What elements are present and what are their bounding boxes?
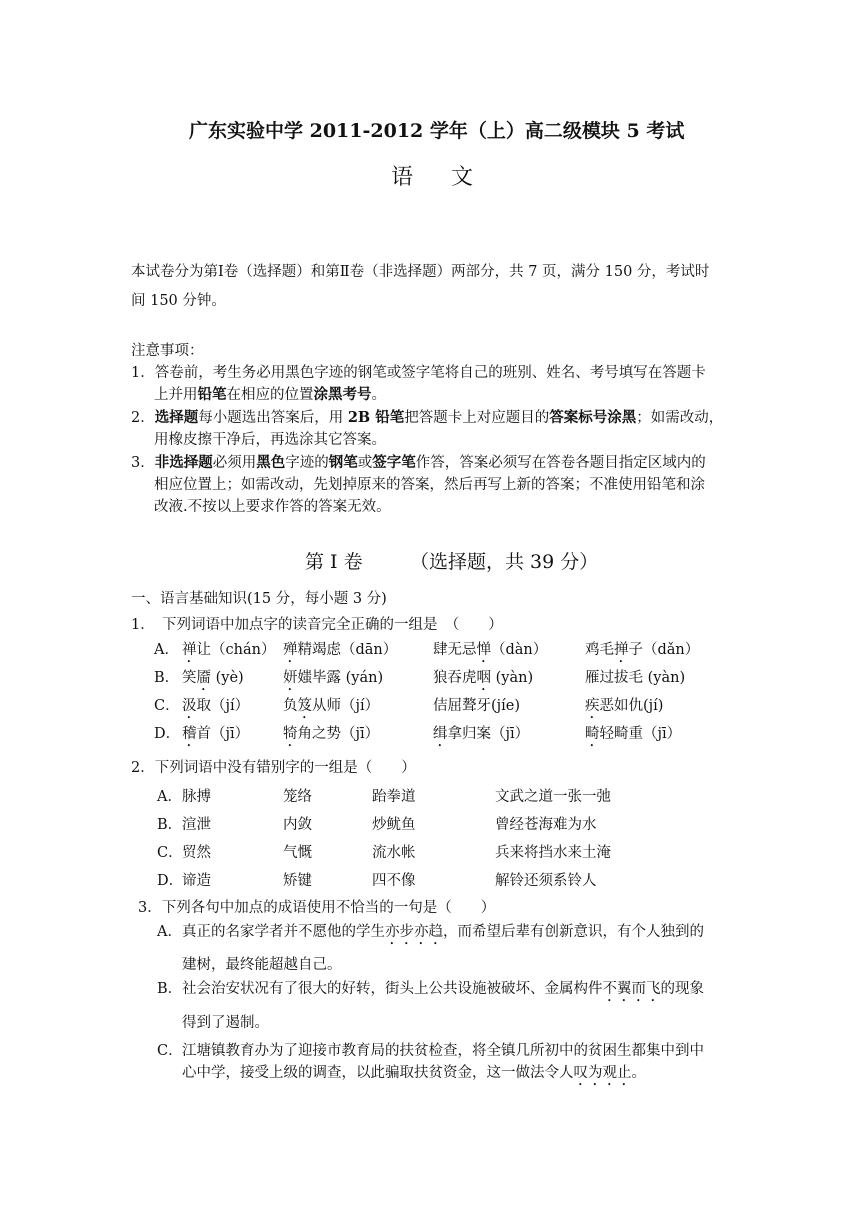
note-text: 必须用 [212, 455, 257, 471]
note-2-line-2: 用橡皮擦干净后，再选涂其它答案。 [154, 432, 386, 448]
q1-option-item [182, 638, 275, 666]
exam-title: 广东实验中学 2011-2012 学年（上）高二级模块 5 考试 [189, 120, 685, 142]
q1-option-item [585, 694, 663, 722]
option-text: 的现象 [660, 981, 704, 997]
q1-option-label: C． [154, 698, 180, 714]
dotted-idiom: 亦步亦趋 [385, 924, 443, 940]
dotted-char: 咽 [476, 670, 491, 686]
q1-option-item [283, 666, 383, 694]
option-text: 社会治安状况有了很大的好转，街头上公共设施被破坏、金属构件 [182, 981, 603, 997]
item-text: 从师（jí） [312, 698, 380, 714]
note-text: 上并用 [154, 387, 198, 403]
dotted-char: 汲 [182, 698, 197, 714]
q2-option-label: D． [157, 873, 184, 889]
q3-stem: 3．下列各句中加点的成语使用不恰当的一句是（ ） [138, 900, 496, 916]
item-text: 恶如仇(jí) [599, 698, 664, 714]
dotted-char: 靥 [196, 670, 211, 686]
q1-option-item [283, 638, 397, 666]
q1-option-item [283, 694, 379, 722]
note-3-line-1 [131, 451, 706, 472]
dotted-char: 惮 [476, 642, 491, 658]
q2-option-word: 气慨 [283, 845, 312, 861]
note-bold: 2B 铅笔 [347, 409, 405, 426]
note-bold: 涂黑考号 [313, 386, 372, 403]
intro-line-2: 间 150 分钟。 [131, 293, 226, 309]
item-text: (yàn) [491, 670, 534, 686]
q2-stem: 2．下列词语中没有错别字的一组是（ ） [131, 760, 416, 776]
note-bold: 黑色 [256, 454, 286, 471]
note-text: 每小题选出答案后，用 [198, 410, 348, 426]
q2-option-word: 文武之道一张一弛 [495, 789, 611, 805]
section-1-desc: （选择题，共 39 分） [410, 551, 599, 573]
note-bold: 签字笔 [372, 454, 416, 471]
note-bold: 选择题 [154, 409, 199, 426]
q3-option-a-label: A． [157, 924, 182, 940]
q1-option-item [283, 722, 379, 750]
q1-option-label: B． [154, 670, 180, 686]
note-number: 1． [131, 365, 155, 381]
q1-option-item [182, 666, 244, 694]
q2-option-word: 内敛 [283, 817, 312, 833]
q1-option-item [585, 666, 685, 694]
note-bold: 铅笔 [197, 386, 227, 403]
item-text: （dàn） [491, 642, 548, 658]
dotted-char: 禅 [182, 642, 197, 658]
subject-char-2: 文 [451, 165, 474, 190]
q2-option-word: 谛造 [182, 873, 211, 889]
dotted-char: 掸 [614, 642, 629, 658]
dotted-char: 犄 [283, 726, 298, 742]
q1-option-item [585, 638, 699, 666]
q2-option-label: C． [157, 845, 183, 861]
q1-option-item [433, 638, 547, 666]
item-text: 精竭虑（dān） [297, 642, 398, 658]
item-text: 角之势（jī） [297, 726, 380, 742]
note-3-line-3: 改液.不按以上要求作答的答案无效。 [154, 499, 391, 515]
note-3-line-2: 相应位置上；如需改动，先划掉原来的答案，然后再写上新的答案；不准使用铅笔和涂 [154, 477, 705, 493]
item-text: 佶屈聱牙(jíe) [433, 698, 521, 714]
q1-option-label: D． [154, 726, 181, 742]
q1-option-item [182, 722, 249, 750]
q3-option-c-line-2 [182, 1061, 646, 1089]
dotted-char: 畸 [585, 726, 600, 742]
item-text: 肆无忌 [433, 642, 477, 658]
q2-option-word: 流水帐 [372, 845, 416, 861]
dotted-char: 缉 [433, 726, 448, 742]
note-bold: 非选择题 [154, 454, 213, 471]
dotted-idiom: 叹为观止 [573, 1065, 632, 1081]
item-text: 狼吞虎 [433, 670, 477, 686]
q1-option-item [433, 694, 520, 722]
q1-option-item [433, 666, 533, 694]
q1-option-item [433, 722, 529, 750]
q2-option-word: 炒鱿鱼 [372, 817, 416, 833]
section-1-label: 第 I 卷 [305, 551, 363, 573]
option-text: 真正的名家学者并不愿他的学生 [182, 924, 385, 940]
dotted-char: 殚 [283, 642, 298, 658]
note-1-line-2 [154, 383, 386, 404]
option-text: ，而希望后辈有创新意识，有个人独到的 [443, 924, 704, 940]
q3-option-b-label: B． [157, 981, 183, 997]
item-text: 笑 [182, 670, 197, 686]
dotted-idiom: 不翼而飞 [602, 981, 661, 997]
note-text: 或 [357, 455, 373, 471]
note-2-line-1 [131, 406, 723, 427]
intro-line-1: 本试卷分为第Ⅰ卷（选择题）和第Ⅱ卷（非选择题）两部分，共 7 页，满分 150 分，考试时 [131, 264, 710, 280]
dotted-char: 疾 [585, 698, 600, 714]
q3-option-c-line-1: 江塘镇教育办为了迎接市教育局的扶贫检查，将全镇几所初中的贫困生都集中到中 [182, 1043, 704, 1059]
q2-option-word: 矫键 [283, 873, 312, 889]
note-bold: 答案标号涂黑 [549, 409, 637, 426]
note-1-line-1 [131, 361, 706, 382]
item-text: 鸡毛 [585, 642, 614, 658]
note-text: ；如需改动， [636, 410, 724, 426]
q3-option-a-line-1 [182, 920, 704, 948]
q2-option-label: A． [157, 789, 182, 805]
dotted-char: 笈 [297, 698, 312, 714]
q2-option-word: 笼络 [283, 789, 312, 805]
q3-option-b-line-2: 得到了遏制。 [182, 1015, 269, 1031]
q2-option-label: B． [157, 817, 183, 833]
q2-option-word: 兵来将挡水来土淹 [495, 845, 611, 861]
note-number: 2． [131, 410, 155, 426]
item-text: 首（jī） [196, 726, 250, 742]
q3-option-b-line-1 [182, 977, 704, 1005]
note-bold: 钢笔 [328, 454, 358, 471]
note-number: 3． [131, 455, 155, 471]
q1-stem: 1． 下列词语中加点字的读音完全正确的一组是 （ ） [131, 617, 503, 633]
note-text: 在相应的位置 [226, 387, 314, 403]
q2-option-word: 解铃还须系铃人 [495, 873, 597, 889]
q1-option-item [182, 694, 249, 722]
q3-option-a-line-2: 建树，最终能超越自己。 [182, 957, 342, 973]
option-text: 。 [631, 1065, 646, 1081]
item-text: 轻畸重（jī） [599, 726, 682, 742]
q2-option-word: 贸然 [182, 845, 211, 861]
item-text: 子（dǎn） [628, 642, 700, 658]
dotted-char: 稽 [182, 726, 197, 742]
item-text: 负 [283, 698, 298, 714]
subject-char-1: 语 [391, 165, 414, 190]
option-text: 心中学，接受上级的调查，以此骗取扶贫资金，这一做法令人 [182, 1065, 574, 1081]
note-text: 。 [371, 387, 386, 403]
q1-option-label: A． [154, 642, 179, 658]
item-text: 雁过拔毛 (yàn) [585, 670, 686, 686]
note-text: 字迹的 [285, 455, 329, 471]
item-text: 让（chán） [196, 642, 276, 658]
item-text: 媸毕露 (yán) [297, 670, 384, 686]
note-text: 把答题卡上对应题目的 [404, 410, 550, 426]
item-text: 拿归案（jī） [447, 726, 530, 742]
q2-option-word: 跆拳道 [372, 789, 416, 805]
item-text: 取（jí） [196, 698, 250, 714]
item-text: (yè) [211, 670, 244, 686]
q3-option-c-label: C． [157, 1043, 183, 1059]
note-text: 答卷前，考生务必用黑色字迹的钢笔或签字笔将自己的班别、姓名、考号填写在答题卡 [154, 365, 706, 381]
part-1-heading: 一、语言基础知识(15 分，每小题 3 分) [131, 591, 387, 607]
q1-option-item [585, 722, 681, 750]
q2-option-word: 四不像 [372, 873, 416, 889]
notes-heading: 注意事项： [131, 343, 204, 359]
q2-option-word: 曾经苍海难为水 [495, 817, 597, 833]
q2-option-word: 脉搏 [182, 789, 211, 805]
q2-option-word: 渲泄 [182, 817, 211, 833]
dotted-char: 妍 [283, 670, 298, 686]
note-text: 作答，答案必须写在答卷各题目指定区域内的 [415, 455, 706, 471]
